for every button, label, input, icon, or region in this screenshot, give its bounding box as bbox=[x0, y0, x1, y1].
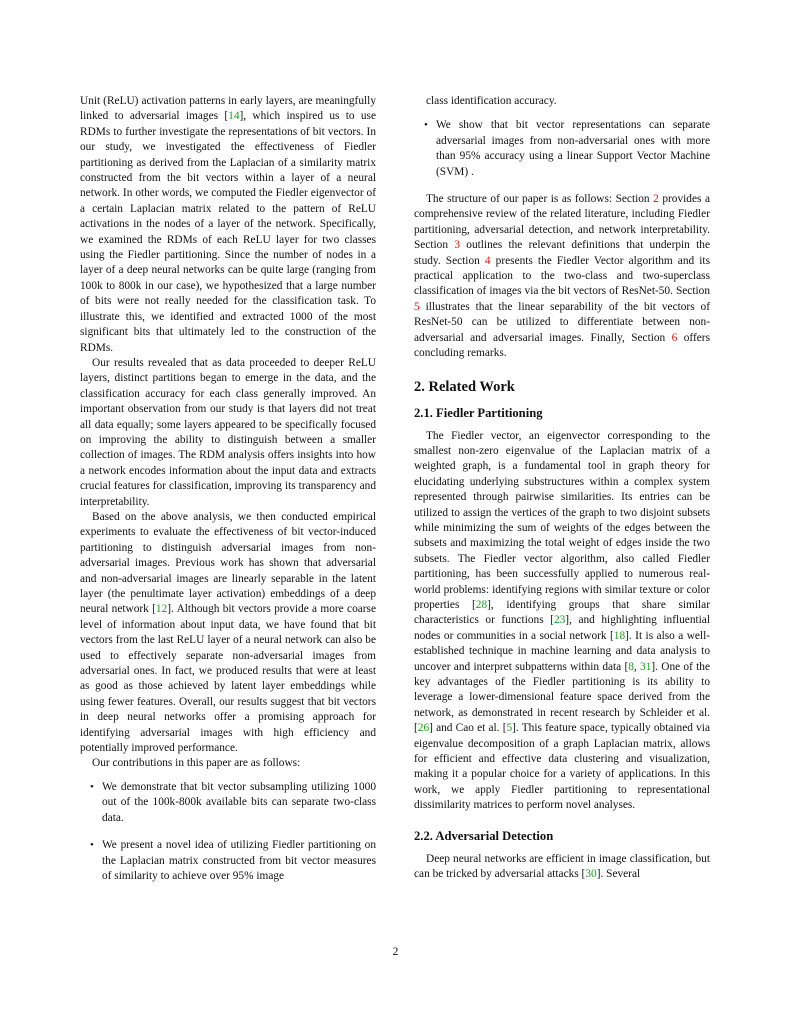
page-number: 2 bbox=[392, 946, 399, 958]
section-link[interactable]: 5 bbox=[414, 300, 420, 313]
paragraph-paper-structure: The structure of our paper is as follows: Section 2 provides a comprehensive review of the related literature, including Fiedler partitioning, adversarial detection, and network interpretability. Section 3 outlines the relevant definitions that underpin the study. Section 4 presents the Fiedler Vector algorithm and its practical application to the two-class and two-superclass classification of images via the bit vectors of ResNet-50. Section 5 illustrates that the linear separability of the bit vectors of ResNet-50 can be utilized to differentiate between non-adversarial and adversarial images. Finally, Section 6 offers concluding remarks. bbox=[414, 193, 710, 360]
paragraph-relu-patterns: Unit (ReLU) activation patterns in early layers, are meaningfully linked to adversarial images [14], which inspired us to use RDMs to further investigate the representations of bit vectors. In our study, we investigated the effectiveness of Fiedler partitioning as derived from the Laplacian of a similarity matrix constructed from the bit vectors within a layer of a neural network. In other words, we computed the Fiedler eigenvector of a certain Laplacian matrix related to the pattern of ReLU activations in the nodes of a layer of the network. Specifically, we examined the RDMs of each ReLU layer for two classes using the Fiedler partitioning. Since the number of nodes in a layer of a deep neural networks can be quite large (ranging from 100k to 800k in our case), we hypothesized that a large number of bits were not really needed for the classification task. To illustrate this, we identified and extracted 1000 of the most significant bits that ultimately led to the construction of the RDMs. bbox=[80, 95, 377, 354]
bullet-continuation: class identification accuracy. bbox=[426, 95, 557, 107]
citation-link[interactable]: 26 bbox=[417, 722, 430, 735]
section-link[interactable]: 4 bbox=[484, 254, 491, 267]
paragraph-contributions-intro: Our contributions in this paper are as follows: bbox=[92, 757, 301, 770]
section-link[interactable]: 6 bbox=[671, 331, 678, 344]
citation-link[interactable]: 23 bbox=[553, 614, 566, 627]
section-link[interactable]: 2 bbox=[653, 193, 659, 206]
section-link[interactable]: 3 bbox=[454, 239, 460, 252]
paragraph-adversarial-analysis: Based on the above analysis, we then conducted empirical experiments to evaluate the effectiveness of bit vector-induced partitioning to distinguish adversarial images from non-adversarial images. Previous work has shown that adversarial and non-adversarial images are linearly separable in the latent layer (the penultimate layer activation) embeddings of a deep neural network [12]. Although bit vectors provide a more coarse level of information about input data, we have found that bit vectors from the last ReLU layer of a neural network can also be used to effectively separate non-adversarial images from adversarial ones. In fact, we produced results that were at least as good as those achieved by latent layer embeddings while using fewer features. Overall, our results suggest that bit vectors in deep neural networks offer a promising approach for identifying adversarial images with high efficiency and potentially improved performance. bbox=[80, 510, 376, 755]
contributions-list-continued bbox=[414, 118, 710, 180]
citation-link[interactable]: 30 bbox=[585, 868, 597, 881]
citation-link[interactable]: 5 bbox=[506, 722, 513, 735]
citation-link[interactable]: 8 bbox=[628, 660, 634, 673]
citation-link[interactable]: 18 bbox=[613, 629, 626, 642]
citation-link[interactable]: 14 bbox=[228, 110, 240, 123]
subsection-heading-fiedler: 2.1. Fiedler Partitioning bbox=[414, 405, 543, 420]
paragraph-fiedler: The Fiedler vector, an eigenvector corresponding to the smallest non-zero eigenvalue of the Laplacian matrix of a weighted graph, is a fundamental tool in graph theory for elucidating underlying substructures within a complex system represented through pairwise similarities. Its entries can be utilized to assign the vertices of the graph to two disjoint subsets while minimizing the sum of weights of the edges between the subsets and maximizing the total weight of edges inside the two subsets. The Fiedler vector algorithm, also called Fiedler partitioning, has been successfully applied to numerous real-world problems: identifying regions with similar texture or color properties [28], identifying groups that share similar characteristics or functions [23], and highlighting influential nodes or communities in a social network [18]. It is also a well-established technique in machine learning and data analysis to uncover and interpret subpatterns within data [8, 31]. One of the key advantages of the Fiedler partitioning is its ability to leverage a lower-dimensional feature space derived from the network, as demonstrated in recent research by Schleider et al. [26] and Cao et al. [5]. This feature space, typically obtained via eigenvalue decomposition of a graph Laplacian matrix, allows for efficient and effective data clustering and visualization, making it a popular choice for a variety of applications. In this work, we apply Fiedler partitioning to representational dissimilarity matrices to perform novel analyses. bbox=[414, 429, 711, 812]
subsection-heading-adversarial: 2.2. Adversarial Detection bbox=[414, 828, 554, 843]
list-item: • We demonstrate that bit vector subsampling utilizing 1000 out of the 100k-800k available bits can separate two-class data. bbox=[90, 780, 376, 826]
contributions-list bbox=[80, 780, 376, 884]
citation-link[interactable]: 28 bbox=[475, 598, 488, 611]
citation-link[interactable]: 12 bbox=[155, 603, 168, 616]
paragraph-adversarial-detection: Deep neural networks are efficient in image classification, but can be tricked by adversarial attacks [30]. Several bbox=[414, 852, 710, 881]
list-item: • We present a novel idea of utilizing Fiedler partitioning on the Laplacian matrix constructed from bit vector measures of similarity to achieve over 95% image bbox=[90, 838, 376, 884]
paragraph-results: Our results revealed that as data proceeded to deeper ReLU layers, distinct partitions began to emerge in the data, and the classification accuracy for each class generally improved. An important observation from our study is that layers did not treat all data equally; some layers appeared to be specifically focused on improving the ability to distinguish between a smaller collection of images. The RDM analysis offers insights into how a network encodes information about the input data and extracts crucial features for classification, improving its transparency and interpretability. bbox=[80, 356, 376, 508]
left-column bbox=[80, 94, 376, 884]
section-heading-related-work: 2. Related Work bbox=[414, 378, 515, 395]
right-column bbox=[414, 94, 710, 882]
list-item: • We show that bit vector representations can separate adversarial images from non-adversarial ones with more than 95% accuracy using a linear Support Vector Machine (SVM) . bbox=[424, 118, 710, 180]
citation-link[interactable]: 31 bbox=[640, 660, 652, 673]
